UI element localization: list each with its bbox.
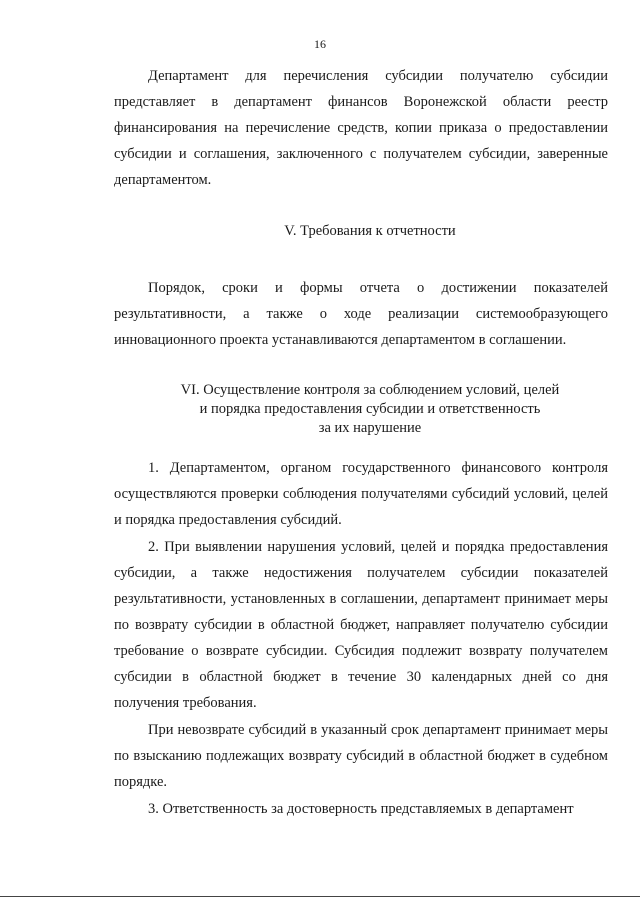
- paragraph-clause-1-inspections: 1. Департаментом, органом государственного финансового контроля осуществляются проверки соблюдения получателями субсидий условий, целей и порядка предоставления субсидий.: [114, 460, 608, 528]
- paragraph-reporting-procedure: Порядок, сроки и формы отчета о достижении показателей результативности, а также о ходе реализации системообразующего инновационного проекта устанавливаются департаментом в соглашении.: [114, 280, 608, 348]
- paragraph-non-return-recovery: При невозврате субсидий в указанный срок департамент принимает меры по взысканию подлежащих возврату субсидий в областной бюджет в судебном порядке.: [114, 722, 608, 790]
- section-heading-control-line-1: VI. Осуществление контроля за соблюдением условий, целей: [180, 382, 560, 398]
- paragraph-subsidy-transfer: Департамент для перечисления субсидии получателю субсидии представляет в департамент финансов Воронежской области реестр финансирования на перечисление средств, копии приказа о предоставлении субсидии и соглашения, заключенного с получателем субсидии, заверенные департаментом.: [114, 68, 608, 188]
- section-heading-reporting: V. Требования к отчетности: [284, 223, 456, 239]
- section-heading-control-line-2: и порядка предоставления субсидии и ответственность: [199, 401, 541, 417]
- section-heading-control-line-3: за их нарушение: [318, 420, 422, 436]
- page-bottom-divider: [0, 896, 640, 897]
- paragraph-clause-3-responsibility: 3. Ответственность за достоверность представляемых в департамент: [148, 801, 574, 817]
- page-number: 16: [314, 37, 326, 51]
- paragraph-clause-2-violations: 2. При выявлении нарушения условий, целей и порядка предоставления субсидии, а также недостижения получателем субсидии показателей результативности, установленных в соглашении, департамент принимает меры по возврату субсидии в областной бюджет, направляет получателю субсидии требование о возврате субсидии. Субсидия подлежит возврату получателем субсидии в областной бюджет в течение 30 календарных дней со дня получения требования.: [114, 539, 608, 711]
